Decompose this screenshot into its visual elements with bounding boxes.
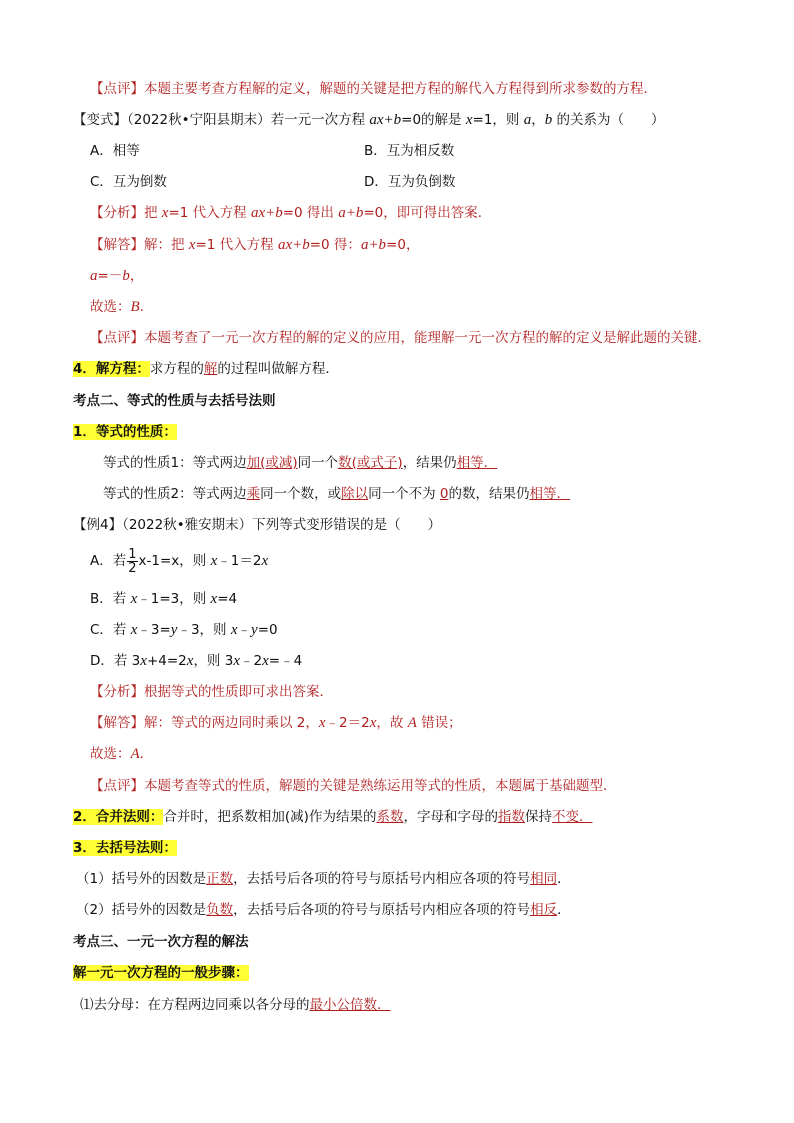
bracket-rule-1: （1）括号外的因数是正数，去括号后各项的符号与原括号内相应各项的符号相同． — [76, 871, 571, 887]
analysis-line: 【分析】把 x=1 代入方程 ax+b=0 得出 a+b=0，即可得出答案． — [90, 205, 492, 221]
option-b: B．互为相反数 — [364, 143, 455, 159]
comment-tag: 【点评】 — [90, 330, 144, 346]
variant-tag: 【变式】 — [73, 112, 127, 128]
bracket-rule-heading: 3．去括号法则： — [73, 840, 177, 856]
steps-heading: 解一元一次方程的一般步骤： — [73, 965, 249, 981]
example-choice: 故选：A． — [90, 746, 154, 762]
option-a: A．相等 — [90, 143, 140, 159]
answer-step: a=－b， — [90, 268, 144, 284]
example-option-c: C．若 x﹣3=y﹣3，则 x﹣y=0 — [90, 622, 278, 638]
example-analysis: 【分析】根据等式的性质即可求出答案． — [90, 684, 333, 700]
step-1: ⑴去分母：在方程两边同乘以各分母的最小公倍数． — [80, 997, 391, 1013]
option-d: D．互为负倒数 — [364, 174, 456, 190]
topic-heading-2: 考点二、等式的性质与去括号法则 — [73, 393, 276, 409]
answer-tag: 【解答】 — [90, 237, 144, 253]
fraction: $\frac{1}{2}$ — [128, 546, 137, 576]
comment-line-2: 【点评】本题考查了一元一次方程的解的定义的应用，能理解一元一次方程的解的定义是解此题的关键． — [90, 330, 711, 346]
choice-line: 故选：B． — [90, 299, 154, 315]
analysis-tag: 【分析】 — [90, 205, 144, 221]
equality-properties-heading: 1．等式的性质： — [73, 424, 177, 440]
example-tag: 【例4】 — [73, 517, 123, 533]
combine-rule: 2．合并法则：合并时，把系数相加(减)作为结果的系数，字母和字母的指数保持不变． — [73, 809, 593, 825]
example-4-question: 【例4】（2022秋•雅安期末）下列等式变形错误的是（ ） — [73, 517, 442, 533]
example-option-b: B．若 x﹣1=3，则 x=4 — [90, 591, 238, 607]
answer-line: 【解答】解：把 x=1 代入方程 ax+b=0 得：a+b=0， — [90, 237, 420, 253]
option-c: C．互为倒数 — [90, 174, 167, 190]
bracket-rule-2: （2）括号外的因数是负数，去括号后各项的符号与原括号内相应各项的符号相反． — [76, 902, 571, 918]
topic-heading-3: 考点三、一元一次方程的解法 — [73, 934, 249, 950]
section-heading: 4．解方程： — [73, 361, 150, 377]
comment-text: 本题主要考查方程解的定义，解题的关键是把方程的解代入方程得到所求参数的方程． — [144, 81, 657, 97]
definition-solve-equation: 4．解方程：求方程的解的过程叫做解方程． — [73, 361, 339, 377]
variant-question: 【变式】（2022秋•宁阳县期末）若一元一次方程 ax+b=0的解是 x=1，则 a，b 的关系为（ ） — [73, 112, 665, 128]
example-option-d: D．若 3x+4=2x，则 3x﹣2x=﹣4 — [90, 653, 303, 669]
comment-line-1 — [90, 79, 657, 99]
property-2: 等式的性质2：等式两边乘同一个数，或除以同一个不为 0的数，结果仍相等． — [103, 486, 570, 502]
example-option-a: A．若 $\frac{1}{2}$ x-1=x，则 x﹣1＝2x — [90, 546, 269, 576]
property-1: 等式的性质1：等式两边加(或减)同一个数(或式子)，结果仍相等． — [103, 455, 498, 471]
comment-tag: 【点评】 — [90, 81, 144, 97]
example-comment: 【点评】本题考查等式的性质，解题的关键是熟练运用等式的性质，本题属于基础题型． — [90, 778, 617, 794]
example-answer: 【解答】解：等式的两边同时乘以 2，x﹣2＝2x，故 A 错误； — [90, 715, 462, 731]
